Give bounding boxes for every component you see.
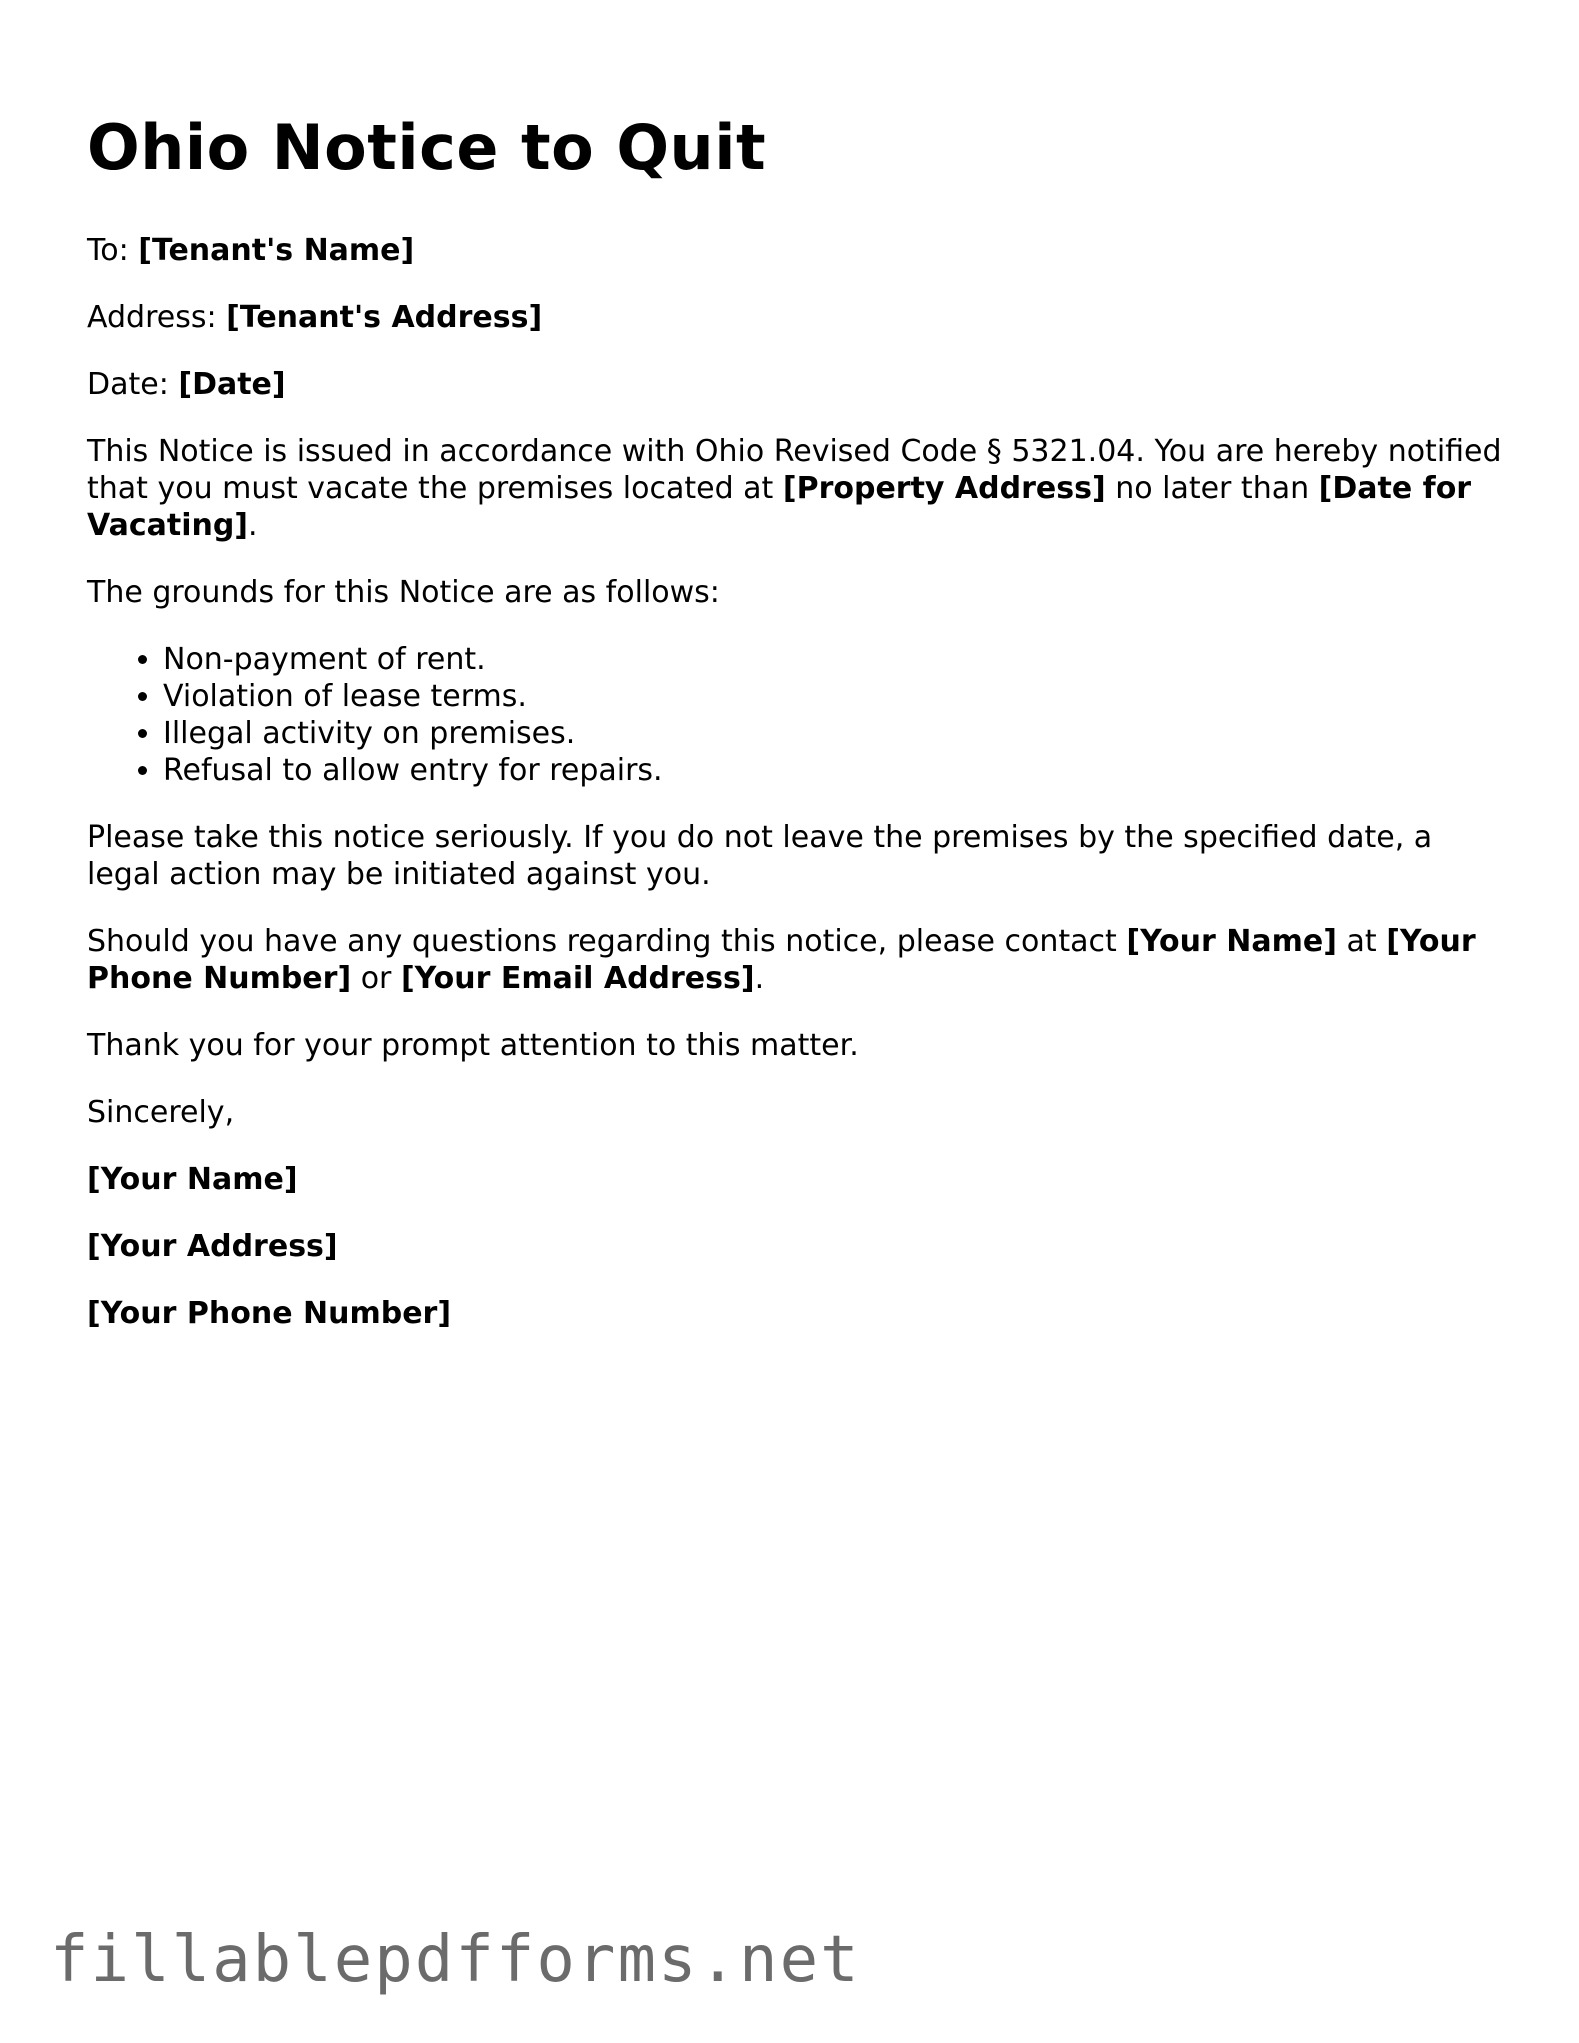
signature-address-placeholder: [Your Address]: [87, 1229, 338, 1264]
contact-or: or: [360, 961, 392, 996]
warning-paragraph: Please take this notice seriously. If you do not leave the premises by the specified date, a legal action may be initiated against you.: [87, 820, 1433, 892]
date-label: Date:: [87, 367, 169, 402]
contact-at: at: [1346, 924, 1377, 959]
notice-text-2: no later than: [1115, 471, 1310, 506]
to-line: [87, 232, 1507, 269]
signature-address: [87, 1228, 1507, 1265]
to-label: To:: [87, 233, 129, 268]
tenant-name-placeholder: [Tenant's Name]: [138, 233, 415, 268]
signature-name-placeholder: [Your Name]: [87, 1162, 298, 1197]
vacate-date-placeholder: [Date for Vacating]: [87, 471, 1472, 543]
grounds-intro: The grounds for this Notice are as follows:: [87, 575, 720, 610]
notice-text-1: This Notice is issued in accordance with Ohio Revised Code § 5321.04. You are hereby notified that you must vacate the premises located at: [87, 434, 1502, 506]
address-line: [87, 299, 1507, 336]
contact-name-placeholder: [Your Name]: [1126, 924, 1337, 959]
signature-name: [87, 1161, 1507, 1198]
notice-paragraph: [87, 433, 1507, 544]
list-item: • Illegal activity on premises.: [163, 715, 1507, 752]
thanks-paragraph: Thank you for your prompt attention to this matter.: [87, 1028, 859, 1063]
property-address-placeholder: [Property Address]: [782, 471, 1106, 506]
signature-phone-placeholder: [Your Phone Number]: [87, 1296, 452, 1331]
contact-paragraph: [87, 923, 1507, 997]
page-title: Ohio Notice to Quit: [87, 111, 767, 184]
signature-phone: [87, 1295, 1507, 1332]
date-placeholder: [Date]: [178, 367, 286, 402]
contact-phone-placeholder: [Your Phone Number]: [87, 924, 1476, 996]
address-label: Address:: [87, 300, 217, 335]
date-line: [87, 366, 1507, 403]
closing: Sincerely,: [87, 1095, 235, 1130]
tenant-address-placeholder: [Tenant's Address]: [226, 300, 543, 335]
list-item: • Non-payment of rent.: [163, 641, 1507, 678]
grounds-list: [87, 641, 1507, 789]
notice-end: .: [248, 508, 258, 543]
contact-email-placeholder: [Your Email Address]: [400, 961, 755, 996]
document-page: [87, 108, 1507, 1332]
contact-text-1: Should you have any questions regarding this notice, please contact: [87, 924, 1117, 959]
contact-end: .: [754, 961, 765, 996]
list-item: • Violation of lease terms.: [163, 678, 1507, 715]
watermark: fillablepdfforms.net: [50, 1923, 861, 1997]
list-item: • Refusal to allow entry for repairs.: [163, 752, 1507, 789]
